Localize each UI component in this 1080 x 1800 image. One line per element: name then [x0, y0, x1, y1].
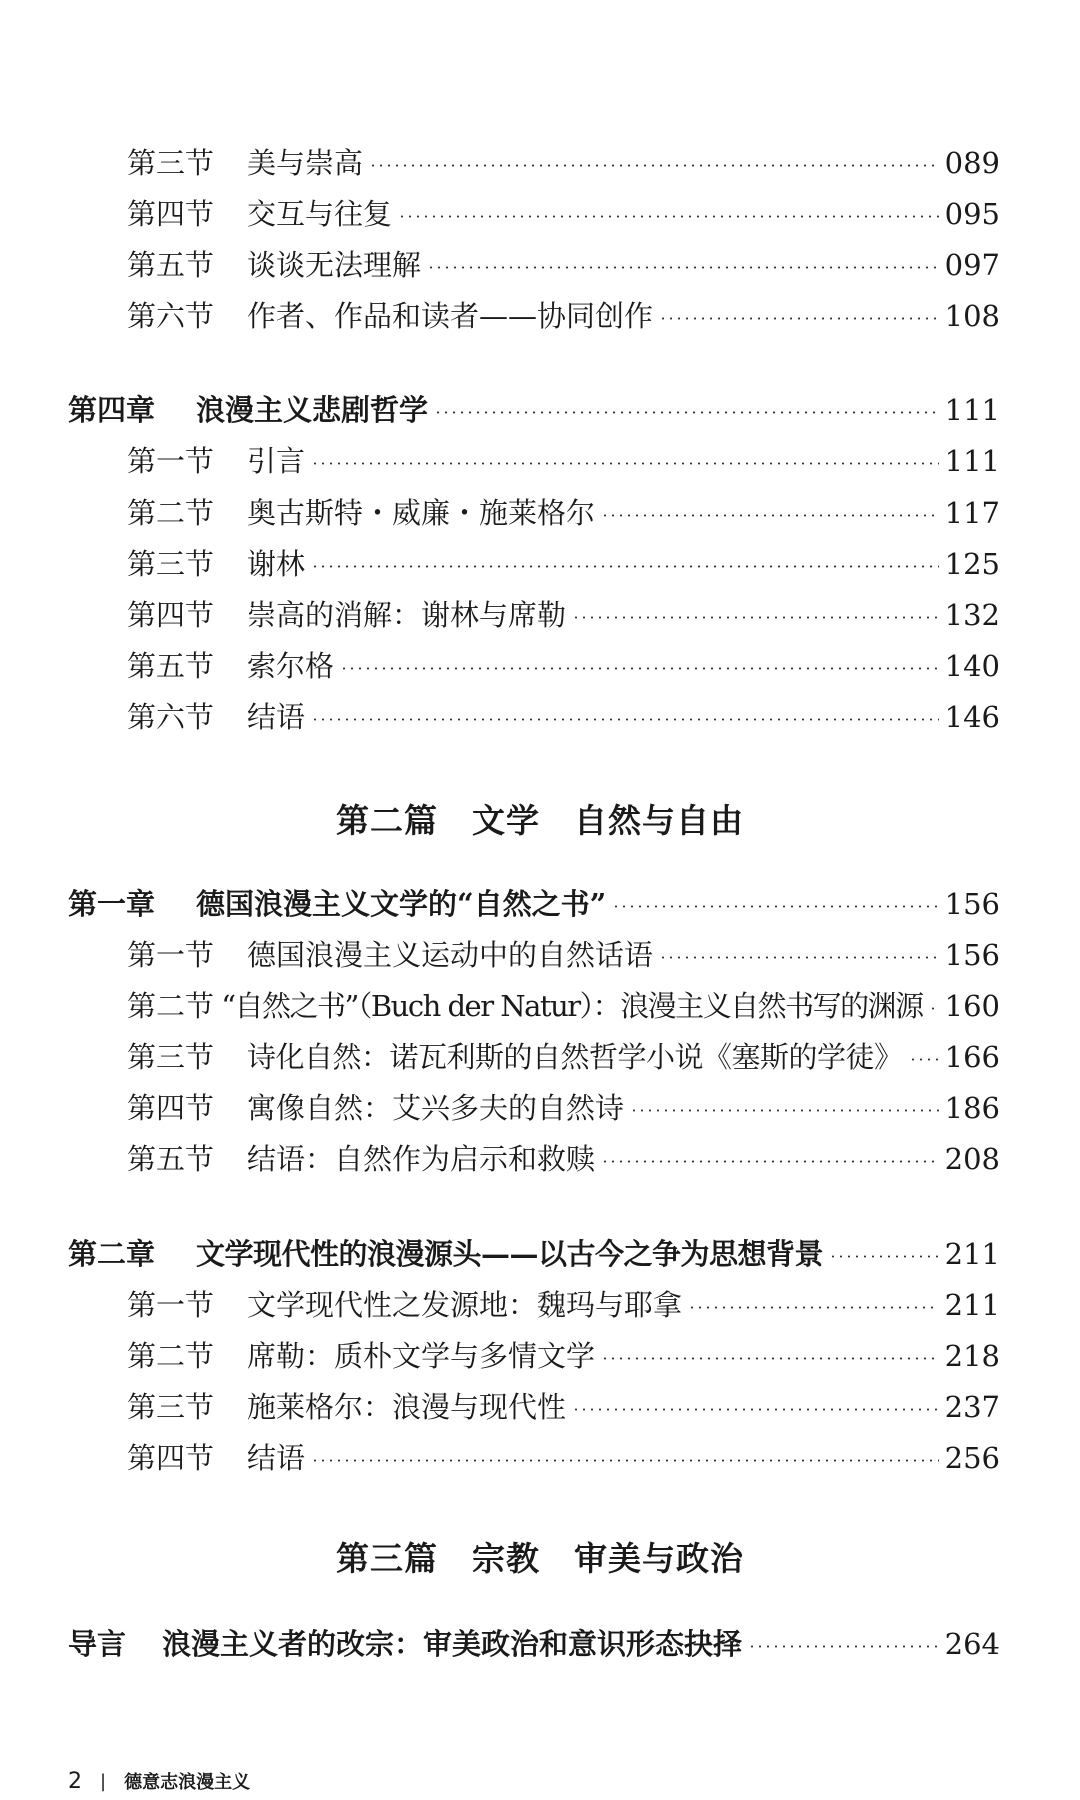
- page-number: 111: [944, 393, 1000, 427]
- dot-leader: [398, 215, 939, 218]
- section-title: 谈谈无法理解: [247, 248, 422, 282]
- section-title: 席勒：质朴文学与多情文学: [247, 1339, 596, 1373]
- page-number: 186: [944, 1091, 1000, 1125]
- section-title: 作者、作品和读者——协同创作: [247, 299, 654, 333]
- toc-entry[interactable]: [127, 1090, 1000, 1126]
- section-title: 交互与往复: [247, 197, 393, 231]
- dot-leader: [748, 1645, 939, 1648]
- section-title: 施莱格尔：浪漫与现代性: [247, 1390, 567, 1424]
- page-number: 140: [944, 649, 1000, 683]
- toc-entry[interactable]: [127, 546, 1000, 582]
- toc-chapter-entry[interactable]: [68, 1626, 1000, 1662]
- section-number: 第五节: [127, 248, 215, 282]
- chapter-number: 第四章: [68, 393, 156, 427]
- dot-leader: [311, 1459, 939, 1462]
- section-number: 第一节: [127, 938, 215, 972]
- toc-entry[interactable]: [127, 699, 1000, 735]
- dot-leader: [572, 1408, 939, 1411]
- page-number: 125: [944, 547, 1000, 581]
- section-number: 第一节: [127, 1288, 215, 1322]
- page-number: 237: [944, 1390, 1000, 1424]
- dot-leader: [929, 1007, 939, 1010]
- section-title: 索尔格: [247, 649, 335, 683]
- page-number: 132: [944, 598, 1000, 632]
- dot-leader: [572, 616, 939, 619]
- section-title: 谢林: [247, 547, 306, 581]
- chapter-number: 第一章: [68, 887, 156, 921]
- section-title: 寓像自然：艾兴多夫的自然诗: [247, 1091, 625, 1125]
- section-title: 结语: [247, 1441, 306, 1475]
- dot-leader: [427, 266, 939, 269]
- page-number: 211: [944, 1288, 1000, 1322]
- section-number: 第四节: [127, 598, 215, 632]
- part-title: 第二篇 文学 自然与自由: [336, 801, 744, 840]
- section-title: 崇高的消解：谢林与席勒: [247, 598, 567, 632]
- toc-entry[interactable]: [127, 443, 1000, 479]
- dot-leader: [909, 1058, 939, 1061]
- section-title: 诗化自然：诺瓦利斯的自然哲学小说《塞斯的学徒》: [247, 1040, 903, 1074]
- dot-leader: [311, 718, 939, 721]
- page-number: 218: [944, 1339, 1000, 1373]
- toc-entry[interactable]: [127, 1440, 1000, 1476]
- page-number: 108: [944, 299, 1000, 333]
- toc-entry[interactable]: [127, 1141, 1000, 1177]
- chapter-title: 浪漫主义者的改宗：审美政治和意识形态抉择: [162, 1627, 743, 1661]
- section-number: 第一节: [127, 444, 215, 478]
- dot-leader: [369, 164, 939, 167]
- dot-leader: [601, 1357, 939, 1360]
- footer-separator: |: [100, 1770, 107, 1792]
- page-number: 160: [944, 989, 1000, 1023]
- page-number: 097: [944, 248, 1000, 282]
- page-number: 089: [944, 146, 1000, 180]
- page-number: 264: [944, 1627, 1000, 1661]
- toc-chapter-entry[interactable]: [68, 1236, 1000, 1272]
- section-number: 第三节: [127, 1390, 215, 1424]
- page-number: 111: [944, 444, 1000, 478]
- dot-leader: [311, 565, 939, 568]
- toc-entry[interactable]: [127, 648, 1000, 684]
- toc-entry[interactable]: [127, 1389, 1000, 1425]
- section-number: 第五节: [127, 1142, 215, 1176]
- page-footer: [68, 1768, 250, 1794]
- chapter-number: 第二章: [68, 1237, 156, 1271]
- footer-page-number: 2: [68, 1768, 82, 1794]
- section-number: 第二节: [127, 989, 215, 1023]
- page-number: 156: [944, 938, 1000, 972]
- section-title: 美与崇高: [247, 146, 364, 180]
- toc-entry[interactable]: [127, 247, 1000, 283]
- section-number: 第二节: [127, 1339, 215, 1373]
- page-number: 208: [944, 1142, 1000, 1176]
- page-number: 156: [944, 887, 1000, 921]
- toc-entry[interactable]: [127, 145, 1000, 181]
- section-number: 第四节: [127, 1441, 215, 1475]
- section-number: 第五节: [127, 649, 215, 683]
- dot-leader: [659, 317, 939, 320]
- toc-chapter-entry[interactable]: [68, 392, 1000, 428]
- chapter-number: 导言: [68, 1627, 127, 1661]
- dot-leader: [829, 1255, 939, 1258]
- toc-entry[interactable]: [127, 988, 1000, 1024]
- toc-entry[interactable]: [127, 1338, 1000, 1374]
- dot-leader: [601, 514, 939, 517]
- dot-leader: [434, 411, 939, 414]
- part-title: 第三篇 宗教 审美与政治: [336, 1539, 744, 1578]
- section-title: 德国浪漫主义运动中的自然话语: [247, 938, 654, 972]
- toc-entry[interactable]: [127, 937, 1000, 973]
- section-title: 结语: [247, 700, 306, 734]
- toc-entry[interactable]: [127, 1287, 1000, 1323]
- section-title: 文学现代性之发源地：魏玛与耶拿: [247, 1288, 683, 1322]
- section-number: 第六节: [127, 700, 215, 734]
- dot-leader: [630, 1109, 939, 1112]
- section-number: 第六节: [127, 299, 215, 333]
- chapter-title: 德国浪漫主义文学的“自然之书”: [196, 887, 607, 921]
- section-number: 第四节: [127, 197, 215, 231]
- section-title: 结语：自然作为启示和救赎: [247, 1142, 596, 1176]
- page-number: 095: [944, 197, 1000, 231]
- dot-leader: [612, 905, 938, 908]
- section-number: 第三节: [127, 1040, 215, 1074]
- chapter-title: 文学现代性的浪漫源头——以古今之争为思想背景: [196, 1237, 824, 1271]
- section-number: 第二节: [127, 496, 215, 530]
- section-title: 奥古斯特・威廉・施莱格尔: [247, 496, 596, 530]
- page-number: 166: [944, 1040, 1000, 1074]
- section-number: 第三节: [127, 146, 215, 180]
- section-title: “自然之书”（Buch der Natur）：浪漫主义自然书写的渊源: [221, 989, 923, 1023]
- footer-book-title: 德意志浪漫主义: [124, 1772, 251, 1793]
- dot-leader: [311, 462, 939, 465]
- chapter-title: 浪漫主义悲剧哲学: [196, 393, 429, 427]
- page-number: 256: [944, 1441, 1000, 1475]
- toc-entry[interactable]: [127, 298, 1000, 334]
- toc-entry[interactable]: [127, 495, 1000, 531]
- section-title: 引言: [247, 444, 306, 478]
- toc-entry[interactable]: [127, 597, 1000, 633]
- page-number: 211: [944, 1237, 1000, 1271]
- dot-leader: [340, 667, 939, 670]
- section-number: 第四节: [127, 1091, 215, 1125]
- page-number: 117: [944, 496, 1000, 530]
- toc-chapter-entry[interactable]: [68, 886, 1000, 922]
- dot-leader: [659, 956, 939, 959]
- dot-leader: [688, 1306, 939, 1309]
- toc-entry[interactable]: [127, 1039, 1000, 1075]
- toc-entry[interactable]: [127, 196, 1000, 232]
- section-number: 第三节: [127, 547, 215, 581]
- page-number: 146: [944, 700, 1000, 734]
- dot-leader: [601, 1160, 939, 1163]
